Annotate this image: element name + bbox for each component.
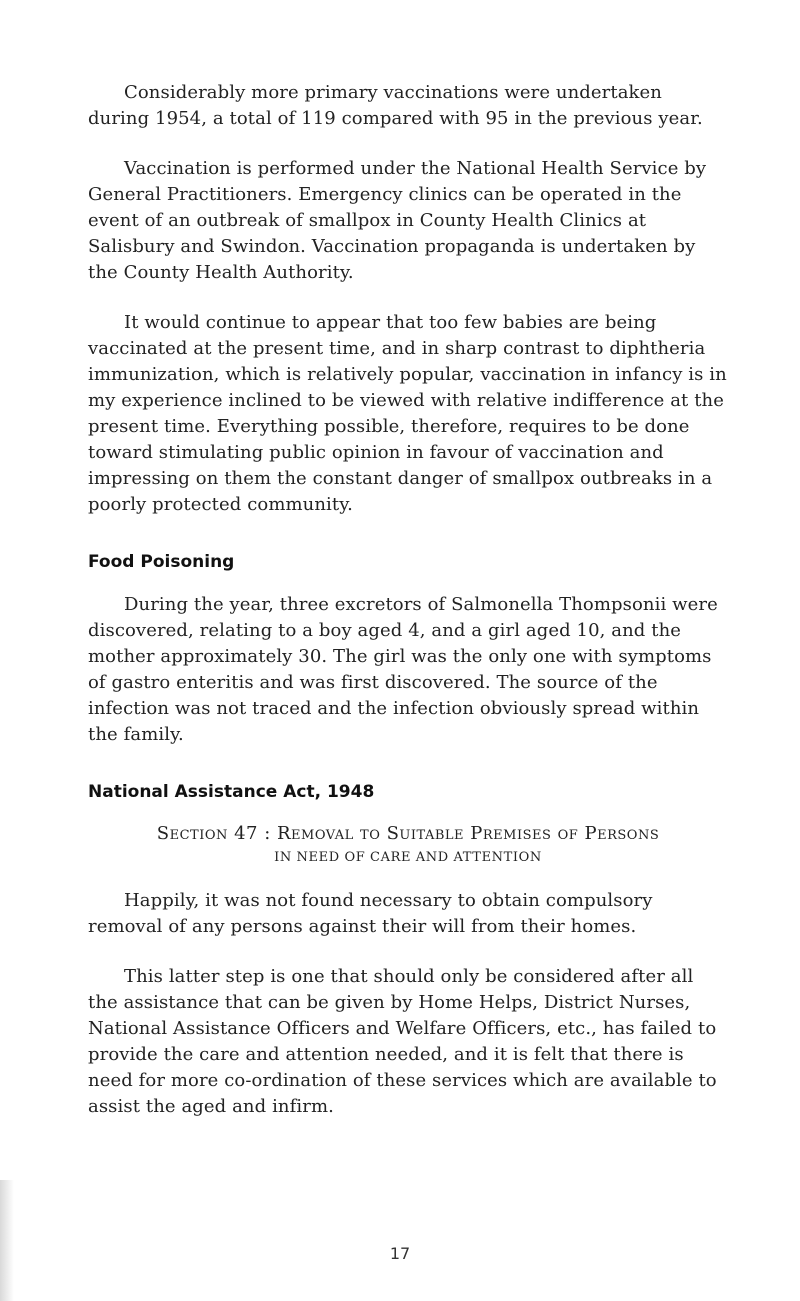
section-47-subheading xyxy=(88,822,728,870)
section-47-subtitle: IN NEED OF CARE AND ATTENTION xyxy=(274,850,542,865)
national-assistance-heading: National Assistance Act, 1948 xyxy=(88,782,375,802)
vaccination-paragraph-2: Vaccination is performed under the National Health Service by General Practitioners. Emergency clinics can be operated in the event of an outbreak of smallpox in County Health Clinics at Salisbury and Swindon. Vaccination propaganda is undertaken by the County Health Authority. xyxy=(88,158,707,283)
page-number: 17 xyxy=(389,1244,411,1263)
document-page xyxy=(88,80,728,1144)
national-assistance-paragraph-2: This latter step is one that should only be considered after all the assistance that can be given by Home Helps, District Nurses, National Assistance Officers and Welfare Officers, etc., has failed to provide the care and attention needed, and it is felt that there is need for more co-ordination of these services which are available to assist the aged and infirm. xyxy=(88,966,717,1117)
page-edge-shadow xyxy=(0,1180,14,1301)
food-poisoning-paragraph: During the year, three excretors of Salmonella Thompsonii were discovered, relating to a boy aged 4, and a girl aged 10, and the mother approximately 30. The girl was the only one with symptoms of gastro enteritis and was first discovered. The source of the infection was not traced and the infection obviously spread within the family. xyxy=(88,594,718,745)
section-47-title: Section 47 : Removal to Suitable Premises of Persons xyxy=(156,823,660,844)
vaccination-paragraph-3: It would continue to appear that too few babies are being vaccinated at the present time, and in sharp contrast to diphtheria immunization, which is relatively popular, vaccination in infancy is in my experience inclined to be viewed with relative indifference at the present time. Everything possible, therefore, requires to be done toward stimulating public opinion in favour of vaccination and impressing on them the constant danger of smallpox outbreaks in a poorly protected community. xyxy=(88,312,727,515)
vaccination-paragraph-1: Considerably more primary vaccinations were undertaken during 1954, a total of 119 compared with 95 in the previous year. xyxy=(88,82,703,129)
national-assistance-paragraph-1: Happily, it was not found necessary to obtain compulsory removal of any persons against their will from their homes. xyxy=(88,890,653,937)
food-poisoning-heading: Food Poisoning xyxy=(88,552,235,572)
